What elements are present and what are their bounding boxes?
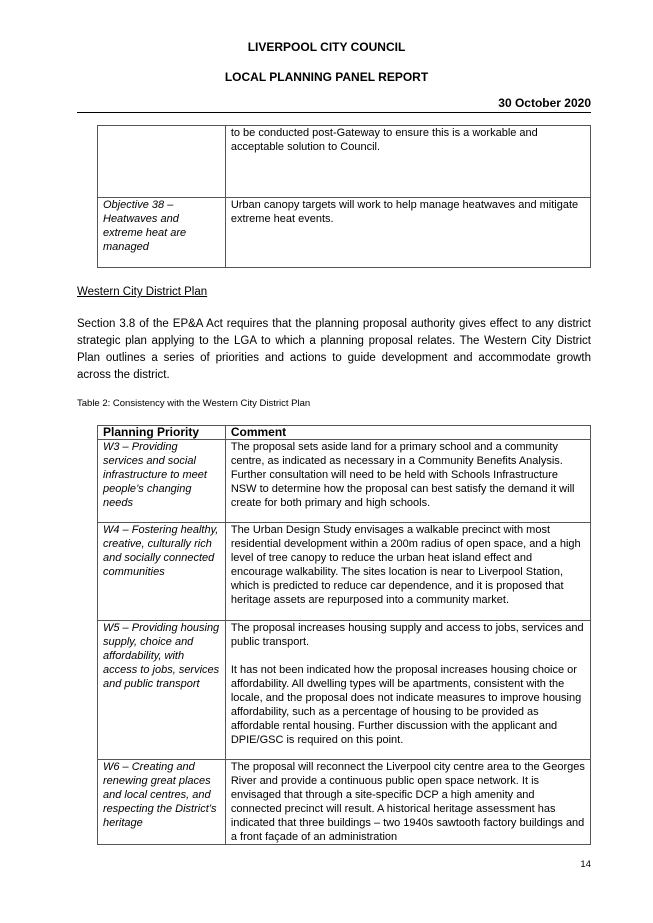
section-heading: Western City District Plan — [77, 286, 208, 298]
comment-cell — [225, 440, 590, 523]
report-title: LOCAL PLANNING PANEL REPORT — [224, 70, 429, 84]
table-caption: Table 2: Consistency with the Western City District Plan — [77, 398, 311, 409]
column-header-priority: Planning Priority — [98, 426, 226, 440]
table-row — [98, 440, 591, 523]
comment-cell: to be conducted post-Gateway to ensure this is a workable and acceptable solution to Council. — [225, 126, 590, 198]
objective-cell: Objective 38 – Heatwaves and extreme heat are managed — [98, 198, 226, 268]
priority-cell: W6 – Creating and renewing great places and local centres, and respecting the District’s heritage — [98, 760, 226, 845]
comment-cell: Urban canopy targets will work to help manage heatwaves and mitigate extreme heat events. — [225, 198, 590, 268]
comment-text: The proposal increases housing supply and access to jobs, services and public transport. — [230, 622, 584, 648]
body-paragraph: Section 3.8 of the EP&A Act requires that the planning proposal authority gives effect to any district strategic plan applying to the LGA to which a planning proposal relates. The Western City District Plan outlines a series of priorities and actions to guide development and accommodate growth across the district. — [77, 318, 591, 381]
report-date: 30 October 2020 — [498, 96, 591, 110]
comment-text: The proposal will reconnect the Liverpool city centre area to the Georges River and provide a continuous public open space network. It is envisaged that through a site-specific DCP a high amenity and connected precinct will result. A historical heritage assessment has indicated that three buildings – two 1940s sawtooth factory buildings and a front façade of an administration — [230, 761, 585, 843]
page-number: 14 — [580, 859, 591, 870]
comment-text: The Urban Design Study envisages a walkable precinct with most residential development within a 200m radius of open space, and a high level of tree canopy to reduce the urban heat island effect and encourage walkability. The sites location is near to Liverpool Station, which is predicted to reduce car dependence, and it is proposed that heritage assets are repurposed into a community market. — [230, 524, 581, 606]
table-row — [98, 523, 591, 621]
table-row — [98, 760, 591, 845]
comment-cell — [225, 621, 590, 760]
comment-text: It has not been indicated how the proposal increases housing choice or affordability. All dwelling types will be apartments, consistent with the locale, and the proposal does not indicate measures to improve housing affordability, such as a percentage of housing to be provided as affordable rental housing. Further discussion with the applicant and DPIE/GSC is required on this point. — [230, 664, 582, 746]
header-rule — [77, 112, 591, 113]
priorities-table — [97, 425, 591, 845]
organisation-title: LIVERPOOL CITY COUNCIL — [247, 40, 406, 54]
comment-cell — [225, 760, 590, 845]
priority-cell: W5 – Providing housing supply, choice and affordability, with access to jobs, services and public transport — [98, 621, 226, 760]
table-row — [98, 126, 591, 198]
paragraph-gap — [231, 649, 585, 663]
priority-cell: W3 – Providing services and social infrastructure to meet people’s changing needs — [98, 440, 226, 523]
comment-cell — [225, 523, 590, 621]
table-row — [98, 621, 591, 760]
objectives-table — [97, 125, 591, 268]
priority-cell: W4 – Fostering healthy, creative, culturally rich and socially connected communities — [98, 523, 226, 621]
table-header-row — [98, 426, 591, 440]
objective-cell — [98, 126, 226, 198]
comment-text: The proposal sets aside land for a primary school and a community centre, as indicated as necessary in a Community Benefits Analysis. Further consultation will need to be held with Schools Infrastructure NSW to determine how the proposal can best satisfy the demand it will create for both primary and high schools. — [230, 441, 575, 509]
column-header-comment: Comment — [225, 426, 590, 440]
table-row — [98, 198, 591, 268]
